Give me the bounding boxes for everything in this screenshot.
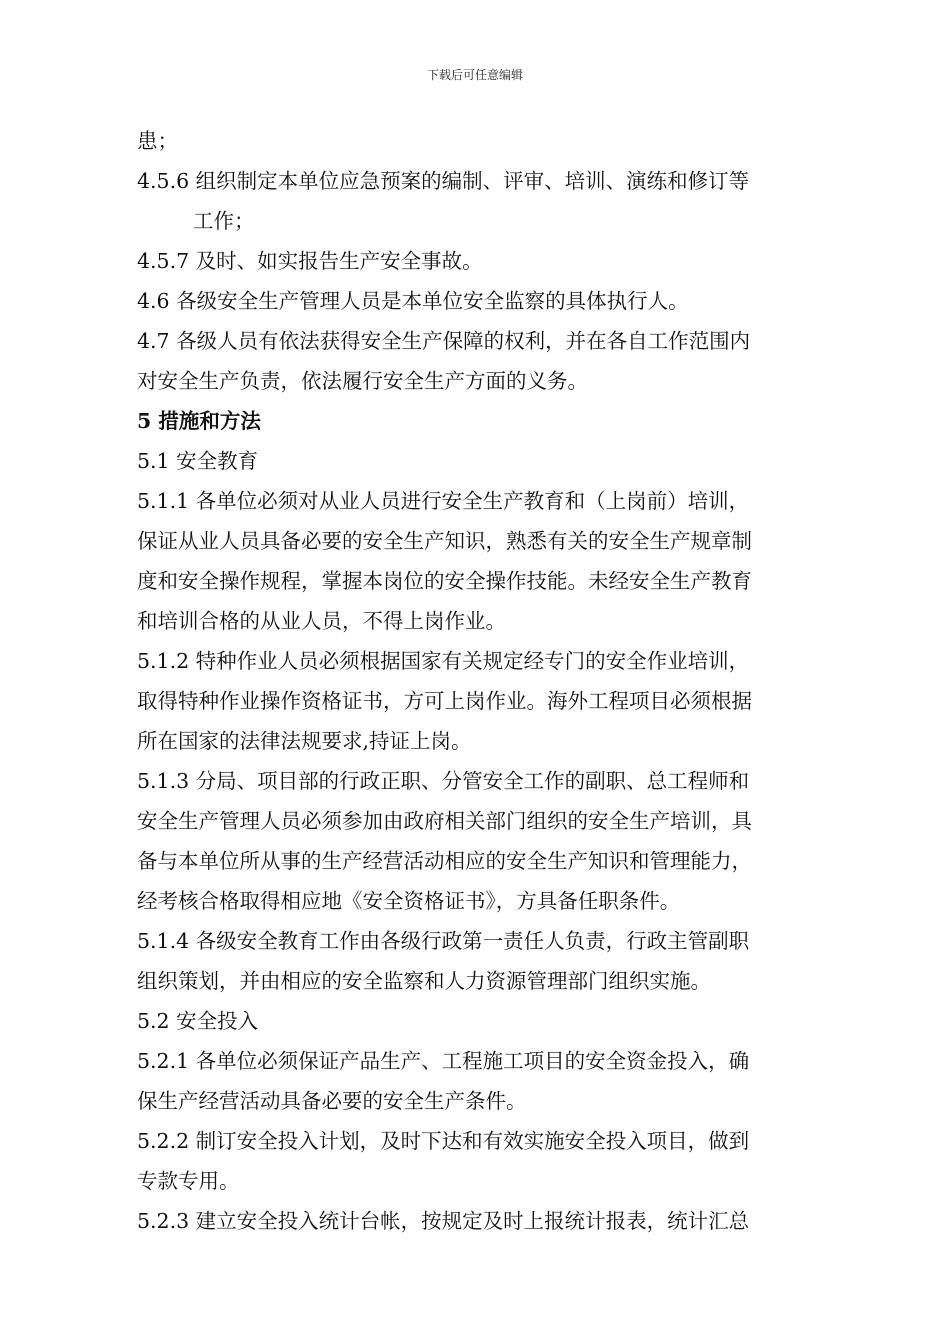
text-line: 患； — [137, 129, 178, 153]
text-line: 和培训合格的从业人员，不得上岗作业。 — [137, 609, 506, 633]
clause-5-2-1: 5.2.1 各单位必须保证产品生产、工程施工项目的安全资金投入，确 — [137, 1049, 750, 1073]
clause-5-2-3: 5.2.3 建立安全投入统计台帐，按规定及时上报统计报表，统计汇总 — [137, 1209, 750, 1233]
clause-5-1-3: 5.1.3 分局、项目部的行政正职、分管安全工作的副职、总工程师和 — [137, 769, 750, 793]
clause-4-7: 4.7 各级人员有依法获得安全生产保障的权利，并在各自工作范围内 — [137, 329, 751, 353]
text-line: 度和安全操作规程，掌握本岗位的安全操作技能。未经安全生产教育 — [137, 569, 752, 593]
text-line: 专款专用。 — [137, 1169, 240, 1193]
section-heading: 5 措施和方法 — [137, 409, 261, 433]
clause-5-1-2: 5.1.2 特种作业人员必须根据国家有关规定经专门的安全作业培训， — [137, 649, 750, 673]
text-line: 取得特种作业操作资格证书，方可上岗作业。海外工程项目必须根据 — [137, 689, 752, 713]
clause-5-1-4: 5.1.4 各级安全教育工作由各级行政第一责任人负责，行政主管副职 — [137, 929, 750, 953]
page-header: 下载后可任意编辑 — [426, 68, 523, 82]
clause-5-1-1: 5.1.1 各单位必须对从业人员进行安全生产教育和（上岗前）培训， — [137, 489, 750, 513]
subsection-heading: 5.2 安全投入 — [137, 1009, 259, 1033]
clause-4-6: 4.6 各级安全生产管理人员是本单位安全监察的具体执行人。 — [137, 289, 689, 313]
text-line: 备与本单位所从事的生产经营活动相应的安全生产知识和管理能力， — [137, 849, 752, 873]
clause-4-5-6: 4.5.6 组织制定本单位应急预案的编制、评审、培训、演练和修订等 — [137, 169, 750, 193]
text-line: 保生产经营活动具备必要的安全生产条件。 — [137, 1089, 527, 1113]
text-line: 组织策划，并由相应的安全监察和人力资源管理部门组织实施。 — [137, 969, 711, 993]
text-line: 经考核合格取得相应地《安全资格证书》，方具备任职条件。 — [137, 889, 681, 913]
text-line: 保证从业人员具备必要的安全生产知识，熟悉有关的安全生产规章制 — [137, 529, 752, 553]
text-line: 对安全生产负责，依法履行安全生产方面的义务。 — [137, 369, 588, 393]
subsection-heading: 5.1 安全教育 — [137, 449, 259, 473]
text-line: 所在国家的法律法规要求,持证上岗。 — [137, 729, 472, 753]
text-line: 工作； — [193, 209, 255, 233]
clause-4-5-7: 4.5.7 及时、如实报告生产安全事故。 — [137, 249, 483, 273]
text-line: 安全生产管理人员必须参加由政府相关部门组织的安全生产培训，具 — [137, 809, 752, 833]
clause-5-2-2: 5.2.2 制订安全投入计划，及时下达和有效实施安全投入项目，做到 — [137, 1129, 750, 1153]
